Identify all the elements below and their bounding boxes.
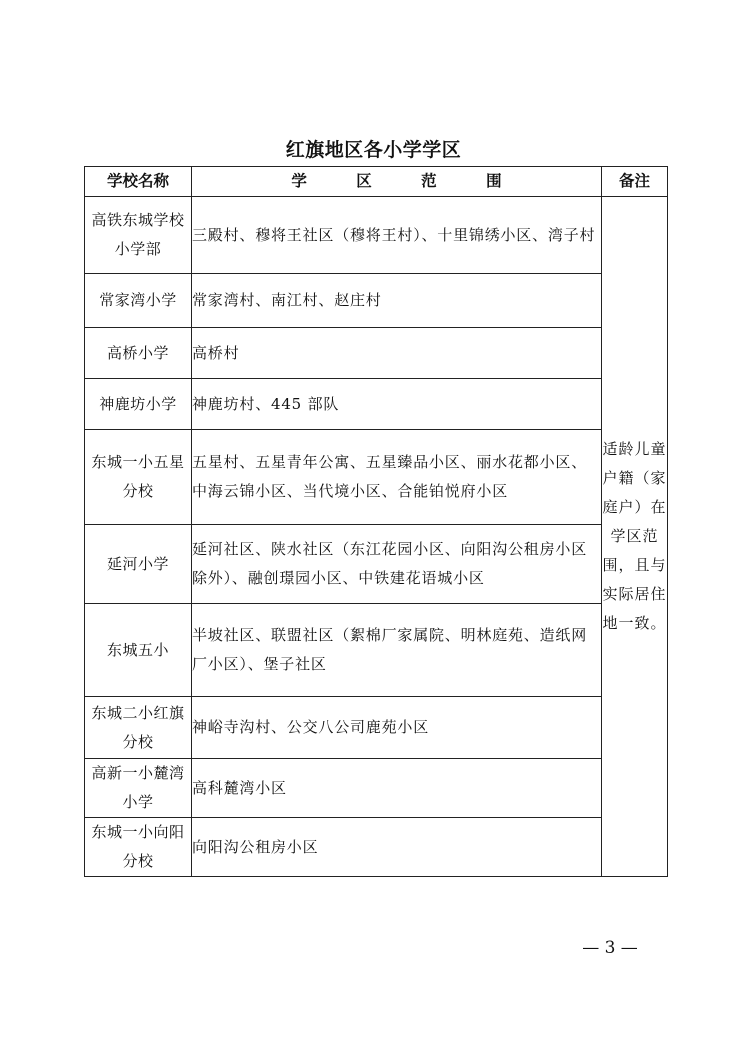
school-name-cell: 神鹿坊小学 bbox=[85, 379, 192, 430]
page-number: — 3 — bbox=[582, 938, 638, 958]
district-range-cell: 五星村、五星青年公寓、五星臻品小区、丽水花都小区、中海云锦小区、当代境小区、合能铂悦府小区 bbox=[192, 430, 602, 525]
table-row bbox=[85, 759, 668, 818]
table-row bbox=[85, 818, 668, 877]
district-range-cell: 常家湾村、南江村、赵庄村 bbox=[192, 274, 602, 328]
note-cell: 适龄儿童户籍（家庭户）在学区范围，且与实际居住地一致。 bbox=[602, 197, 668, 877]
district-range-cell: 高科麓湾小区 bbox=[192, 759, 602, 818]
header-note: 备注 bbox=[602, 167, 668, 197]
school-name-cell: 高桥小学 bbox=[85, 328, 192, 379]
district-range-cell: 三殿村、穆将王社区（穆将王村）、十里锦绣小区、湾子村 bbox=[192, 197, 602, 274]
table-row bbox=[85, 525, 668, 604]
school-name-cell: 延河小学 bbox=[85, 525, 192, 604]
school-name-cell: 常家湾小学 bbox=[85, 274, 192, 328]
table-row bbox=[85, 697, 668, 759]
school-name-cell: 东城一小向阳分校 bbox=[85, 818, 192, 877]
table-header-row bbox=[85, 167, 668, 197]
school-name-cell: 高铁东城学校小学部 bbox=[85, 197, 192, 274]
school-district-table bbox=[84, 166, 668, 877]
school-name-cell: 东城五小 bbox=[85, 604, 192, 697]
school-name-cell: 高新一小麓湾小学 bbox=[85, 759, 192, 818]
district-range-cell: 向阳沟公租房小区 bbox=[192, 818, 602, 877]
table-row bbox=[85, 604, 668, 697]
header-school-name: 学校名称 bbox=[85, 167, 192, 197]
document-title: 红旗地区各小学学区 bbox=[285, 139, 462, 161]
table-row bbox=[85, 430, 668, 525]
header-district-range: 学 区 范 围 bbox=[192, 167, 602, 197]
district-range-cell: 神鹿坊村、445 部队 bbox=[192, 379, 602, 430]
school-name-cell: 东城二小红旗分校 bbox=[85, 697, 192, 759]
school-name-cell: 东城一小五星分校 bbox=[85, 430, 192, 525]
district-range-cell: 神峪寺沟村、公交八公司鹿苑小区 bbox=[192, 697, 602, 759]
district-range-cell: 半坡社区、联盟社区（絮棉厂家属院、明林庭苑、造纸网厂小区）、堡子社区 bbox=[192, 604, 602, 697]
district-range-cell: 延河社区、陕水社区（东江花园小区、向阳沟公租房小区除外）、融创璟园小区、中铁建花语城小区 bbox=[192, 525, 602, 604]
table-row bbox=[85, 328, 668, 379]
table-row bbox=[85, 274, 668, 328]
table-row bbox=[85, 379, 668, 430]
table-row bbox=[85, 197, 668, 274]
district-range-cell: 高桥村 bbox=[192, 328, 602, 379]
